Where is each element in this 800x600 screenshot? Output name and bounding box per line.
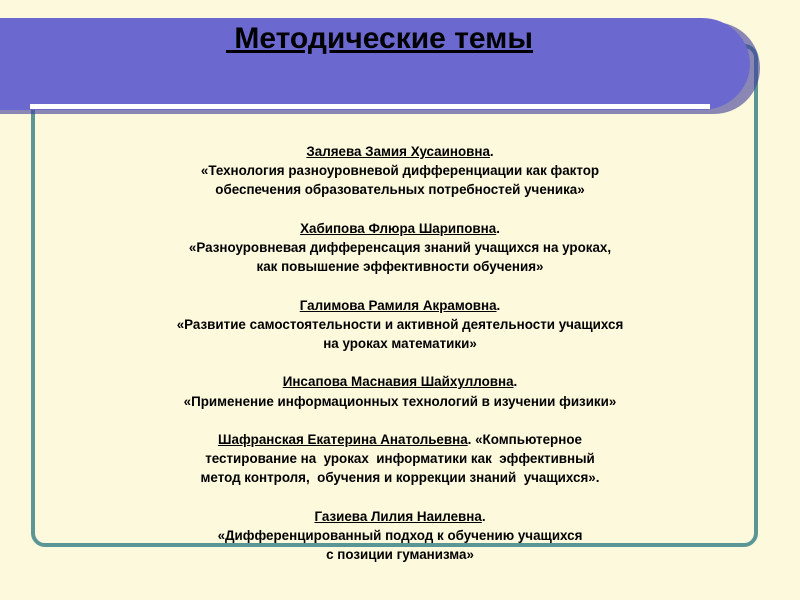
name-suffix: . — [496, 297, 501, 313]
topic-line: метод контроля, обучения и коррекции знаний учащихся». — [200, 470, 600, 486]
topic-heading — [70, 142, 730, 161]
topic-line: как повышение эффективности обучения» — [256, 259, 544, 275]
topics-list — [70, 142, 730, 564]
topic-line: с позиции гуманизма» — [326, 547, 474, 563]
slide-title: Методические темы — [226, 22, 533, 55]
topic-line: тестирование на уроках информатики как эффективный — [205, 451, 595, 467]
topic-entry — [70, 142, 730, 200]
topic-line: «Дифференцированный подход к обучению учащихся — [217, 527, 583, 543]
topic-entry — [70, 430, 730, 488]
teacher-name: Заляева Замия Хусаиновна — [306, 144, 490, 159]
topic-heading — [70, 219, 730, 238]
teacher-name: Галимова Рамиля Акрамовна — [299, 297, 497, 313]
topic-entry — [70, 296, 730, 354]
topic-heading — [70, 507, 730, 526]
teacher-name: Хабипова Флюра Шариповна — [300, 220, 497, 236]
topic-heading — [70, 296, 730, 315]
name-suffix: . — [489, 144, 494, 159]
topic-line: «Разноуровневая дифференсация знаний учащихся на уроках, — [188, 240, 612, 255]
name-suffix: . — [513, 374, 518, 390]
topic-line: «Развитие самостоятельности и активной деятельности учащихся — [176, 316, 624, 332]
topic-line: «Технология разноуровневой дифференциации как фактор — [200, 163, 600, 179]
topic-entry — [70, 507, 730, 565]
teacher-name: Шафранская Екатерина Анатольевна — [218, 431, 468, 447]
name-suffix: . «Компьютерное — [467, 431, 582, 447]
title-banner-stripe — [30, 104, 710, 109]
topic-line: «Применение информационных технологий в изучении физики» — [183, 393, 617, 409]
topic-line: обеспечения образовательных потребностей ученика» — [215, 182, 585, 198]
topic-heading — [70, 430, 730, 449]
name-suffix: . — [496, 220, 500, 236]
topic-line: на уроках математики» — [323, 336, 477, 351]
teacher-name: Инсапова Маснавия Шайхулловна — [282, 374, 514, 390]
topic-entry — [70, 219, 730, 277]
topic-entry — [70, 372, 730, 410]
topic-heading — [70, 372, 730, 391]
name-suffix: . — [481, 508, 486, 524]
teacher-name: Газиева Лилия Наилевна — [314, 508, 482, 524]
